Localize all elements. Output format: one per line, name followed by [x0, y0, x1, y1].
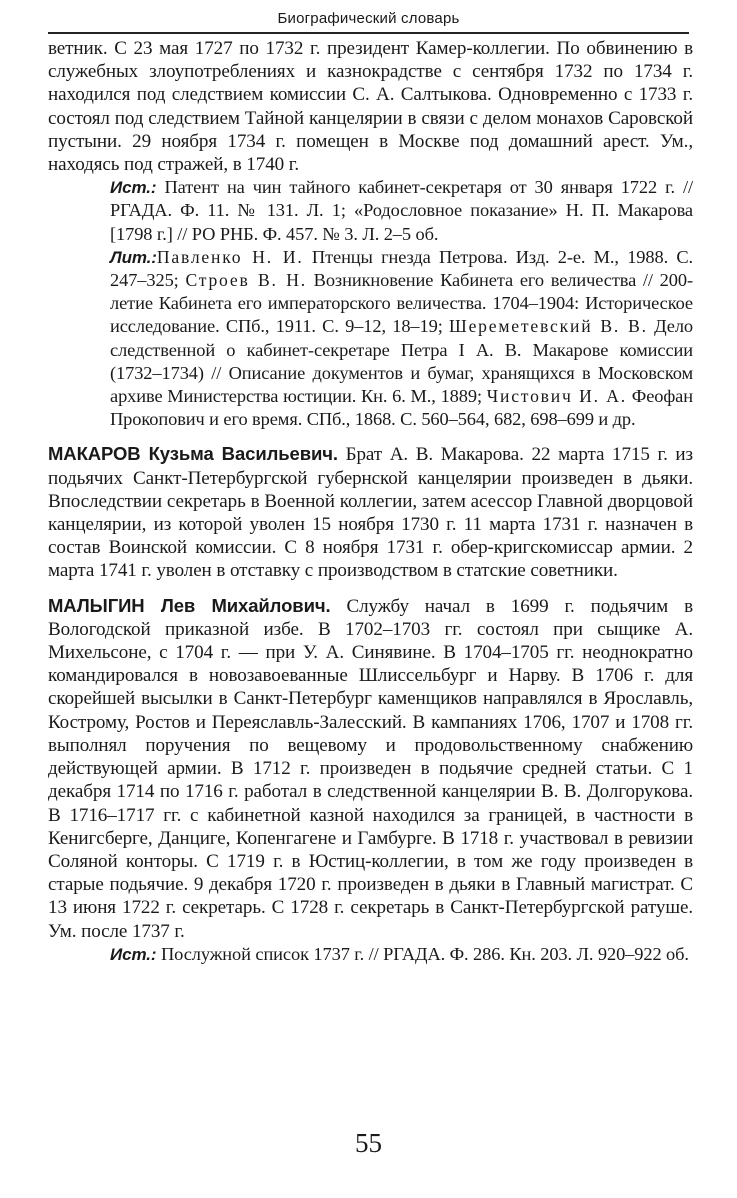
lit-text: Возникновение Кабинета его величества // 200-летие Кабинета его императорского величества. 1704–1904: Историческое исследование. СПб., 1911. С. 9–12, 18–19; — [110, 270, 693, 337]
entry-name: МАКАРОВ Кузьма Васильевич. — [48, 443, 338, 465]
running-header-title: Биографический словарь — [277, 10, 460, 27]
entry-name: МАЛЫГИН Лев Михайлович. — [48, 594, 331, 616]
lit-author: Чистович И. А. — [486, 386, 627, 407]
lit-author: Шереметевский В. В. — [449, 316, 648, 337]
lit-author: Павленко Н. И. — [156, 246, 304, 267]
sources-note — [110, 943, 693, 966]
literature-note — [110, 246, 693, 432]
entry-text: Брат А. В. Макарова. 22 марта 1715 г. из подьячих Санкт-Петербургской губернской канцелярии произведен в дьяки. Впоследствии секретарь в Военной коллегии, затем асессор Главной дворцовой канцелярии, из которой уволен 15 ноября 1730 г. 11 марта 1731 г. назначен в состав Воинской комиссии. С 8 ноября 1731 г. обер-кригскомиссар армии. 2 марта 1741 г. уволен в отставку с производством в статские советники. — [48, 444, 693, 582]
sources-label: Ист.: — [110, 944, 157, 964]
literature-label: Лит.: — [110, 247, 157, 267]
entry-malygin — [48, 594, 693, 943]
continuation-paragraph: ветник. С 23 мая 1727 по 1732 г. президент Камер-коллегии. По обвинению в служебных злоупотреблениях и казнокрадстве с сентября 1732 по 1734 г. находился под следствием комиссии С. А. Салтыкова. Одновременно с 1733 г. состоял под следствием Тайной канцелярии в связи с делом монахов Саровской пустыни. 29 ноября 1734 г. помещен в Москве под домашний арест. Ум., находясь под стражей, в 1740 г. — [48, 38, 693, 176]
entry-makarov — [48, 442, 693, 582]
sources-text: Послужной список 1737 г. // РГАДА. Ф. 286. Кн. 203. Л. 920–922 об. — [156, 943, 689, 964]
lit-text: Птенцы гнезда Петрова. Изд. 2-е. М., 1988. С. 247–325; — [110, 246, 693, 291]
lit-text: Феофан Прокопович и его время. СПб., 1868. С. 560–564, 682, 698–699 и др. — [110, 386, 693, 430]
entry-text: Службу начал в 1699 г. подьячим в Вологодской приказной избе. В 1702–1703 гг. состоял при сыщике А. Михельсоне, с 1704 г. — при У. А. Синявине. В 1704–1705 гг. неоднократно командировался в новозавоеванные Шлиссельбург и Нарву. В 1706 г. для скорейшей высылки в Санкт-Петербург каменщиков направлялся в Ярославль, Кострому, Ростов и Переяславль-Залесский. В кампаниях 1706, 1707 и 1708 гг. выполнял поручения по вещевому и продовольственному снабжению действующей армии. В 1712 г. произведен в подьячие средней статьи. С 1 декабря 1714 по 1716 г. работал в следственной канцелярии В. В. Долгорукова. В 1716–1717 гг. с кабинетной казной находился за границей, в частности в Кенигсберге, Данциге, Копенгагене и Гамбурге. В 1718 г. участвовал в ревизии Соляной конторы. С 1719 г. в Юстиц-коллегии, в том же году произведен в старые подьячие. 9 декабря 1720 г. произведен в дьяки в Главный магистрат. С 13 июня 1722 г. секретарь. С 1728 г. секретарь в Санкт-Петербургской ратуше. Ум. после 1737 г. — [48, 595, 693, 942]
page-body — [48, 37, 693, 966]
sources-label: Ист.: — [110, 178, 157, 198]
lit-author: Строев В. Н. — [185, 270, 307, 291]
lit-text: Дело следственной о кабинет-секретаре Петра I А. В. Макарове комиссии (1732–1734) // Описание документов и бумаг, хранящихся в Московском архиве Министерства юстиции. Кн. 6. М., 1889; — [110, 316, 694, 407]
sources-note — [110, 176, 693, 246]
running-header — [48, 6, 689, 34]
page-number: 55 — [355, 1128, 382, 1158]
sources-text: Патент на чин тайного кабинет-секретаря от 30 января 1722 г. // РГАДА. Ф. 11. № 131. Л. 1; «Родословное показание» Н. П. Макарова [1798 г.] // РО РНБ. Ф. 457. № 3. Л. 2–5 об. — [110, 177, 693, 244]
